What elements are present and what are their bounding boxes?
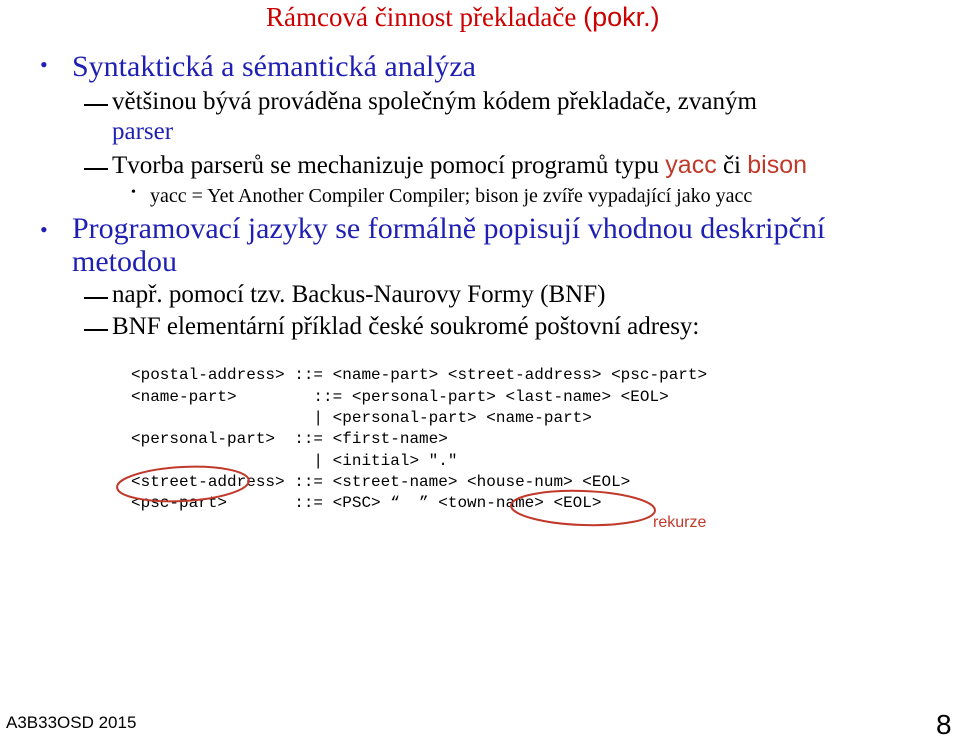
bullet-dot-icon: • bbox=[40, 217, 48, 242]
slide-title-suffix: (pokr.) bbox=[583, 2, 660, 32]
bnf-line: <street-address> ::= <street-name> <house-num> <EOL> bbox=[131, 473, 631, 491]
slide-title-main: Rámcová činnost překladače bbox=[266, 2, 584, 32]
dash-icon bbox=[84, 104, 108, 106]
bnf-line: <postal-address> ::= <name-part> <street-address> <psc-part> bbox=[131, 366, 708, 384]
dash-icon bbox=[84, 297, 108, 299]
page-number: 8 bbox=[936, 709, 952, 740]
bison-label: bison bbox=[747, 151, 808, 179]
sub-bullet-parser-cont: parser bbox=[112, 118, 174, 145]
sub-sub-bullet-yacc: yacc = Yet Another Compiler Compiler; bison je zvíře vypadající jako yacc bbox=[150, 185, 753, 207]
bullet-languages-cont: metodou bbox=[72, 245, 177, 278]
bullet-languages: Programovací jazyky se formálně popisují vhodnou deskripční bbox=[72, 212, 826, 245]
bnf-line: <psc-part> ::= <PSC> “ ” <town-name> <EOL> bbox=[131, 494, 602, 512]
dash-icon bbox=[84, 329, 108, 331]
sub-bullet-parser: většinou bývá prováděna společným kódem překladače, zvaným bbox=[112, 88, 757, 115]
footer-course: A3B33OSD 2015 bbox=[6, 713, 137, 732]
bnf-line: | <personal-part> <name-part> bbox=[131, 409, 592, 427]
bullet-dot-icon: • bbox=[40, 52, 48, 77]
bnf-line: <name-part> ::= <personal-part> <last-name> <EOL> bbox=[131, 388, 669, 406]
rekurze-label: rekurze bbox=[653, 514, 707, 531]
sub-bullet-bnf: např. pomocí tzv. Backus-Naurovy Formy (BNF) bbox=[112, 281, 606, 308]
bullet-dot-small-icon: • bbox=[131, 185, 136, 200]
sub-bullet-bnf-example: BNF elementární příklad české soukromé poštovní adresy: bbox=[112, 313, 700, 340]
yacc-label: yacc bbox=[665, 151, 717, 179]
sub-bullet-tools bbox=[112, 151, 807, 180]
bullet-syntax-analysis: Syntaktická a sémantická analýza bbox=[72, 50, 476, 83]
bnf-line: <personal-part> ::= <first-name> bbox=[131, 430, 448, 448]
slide-title bbox=[266, 2, 660, 33]
bnf-line: | <initial> "." bbox=[131, 452, 458, 470]
sub-bullet-tools-text: Tvorba parserů se mechanizuje pomocí programů typu bbox=[112, 152, 666, 179]
ci-label: či bbox=[716, 152, 748, 179]
dash-icon bbox=[84, 168, 108, 170]
